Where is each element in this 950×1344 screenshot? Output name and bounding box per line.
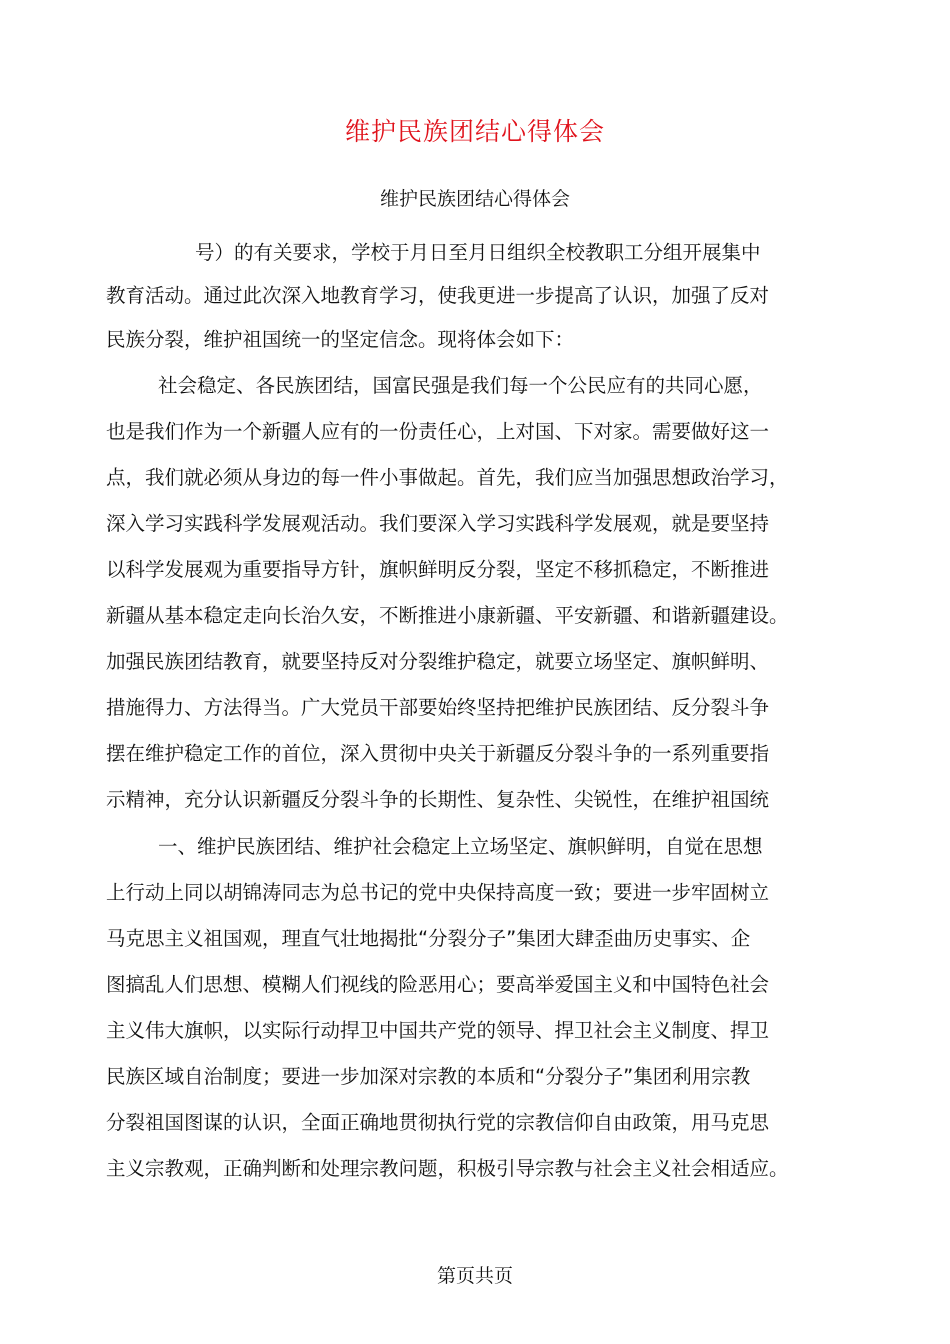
body-line: 上行动上同以胡锦涛同志为总书记的党中央保持高度一致；要进一步牢固树立 (106, 881, 770, 904)
body-line: 示精神，充分认识新疆反分裂斗争的长期性、复杂性、尖锐性，在维护祖国统 (106, 788, 770, 811)
document-subtitle: 维护民族团结心得体会 (379, 188, 570, 210)
body-line: 摆在维护稳定工作的首位，深入贯彻中央关于新疆反分裂斗争的一系列重要指 (106, 742, 770, 765)
body-line: 一、维护民族团结、维护社会稳定上立场坚定、旗帜鲜明，自觉在思想 (158, 835, 763, 858)
body-line: 也是我们作为一个新疆人应有的一份责任心，上对国、下对家。需要做好这一 (106, 420, 770, 443)
body-line: 点，我们就必须从身边的每一件小事做起。首先，我们应当加强思想政治学习， (106, 466, 789, 489)
body-line: 新疆从基本稳定走向长治久安，不断推进小康新疆、平安新疆、和谐新疆建设。 (106, 604, 789, 627)
body-line: 主义伟大旗帜，以实际行动捍卫中国共产党的领导、捍卫社会主义制度、捍卫 (106, 1019, 770, 1042)
body-line: 加强民族团结教育，就要坚持反对分裂维护稳定，就要立场坚定、旗帜鲜明、 (106, 650, 770, 673)
body-line: 教育活动。通过此次深入地教育学习，使我更进一步提高了认识，加强了反对 (106, 284, 770, 307)
body-line: 民族区域自治制度；要进一步加深对宗教的本质和“分裂分子”集团利用宗教 (106, 1065, 751, 1088)
body-line: 深入学习实践科学发展观活动。我们要深入学习实践科学发展观，就是要坚持 (106, 512, 770, 535)
body-line: 分裂祖国图谋的认识，全面正确地贯彻执行党的宗教信仰自由政策，用马克思 (106, 1111, 770, 1134)
body-line: 号）的有关要求，学校于月日至月日组织全校教职工分组开展集中 (195, 241, 761, 264)
body-line: 民族分裂，维护祖国统一的坚定信念。现将体会如下： (106, 328, 575, 351)
body-line: 图搞乱人们思想、模糊人们视线的险恶用心；要高举爱国主义和中国特色社会 (106, 973, 770, 996)
body-line: 社会稳定、各民族团结，国富民强是我们每一个公民应有的共同心愿， (158, 374, 763, 397)
document-title: 维护民族团结心得体会 (344, 117, 605, 146)
page-footer: 第页共页 (436, 1265, 513, 1287)
body-line: 措施得力、方法得当。广大党员干部要始终坚持把维护民族团结、反分裂斗争 (106, 696, 770, 719)
body-line: 以科学发展观为重要指导方针，旗帜鲜明反分裂，坚定不移抓稳定，不断推进 (106, 558, 770, 581)
body-line: 主义宗教观，正确判断和处理宗教问题，积极引导宗教与社会主义社会相适应。 (106, 1157, 789, 1180)
body-line: 马克思主义祖国观，理直气壮地揭批“分裂分子”集团大肆歪曲历史事实、企 (106, 927, 751, 950)
